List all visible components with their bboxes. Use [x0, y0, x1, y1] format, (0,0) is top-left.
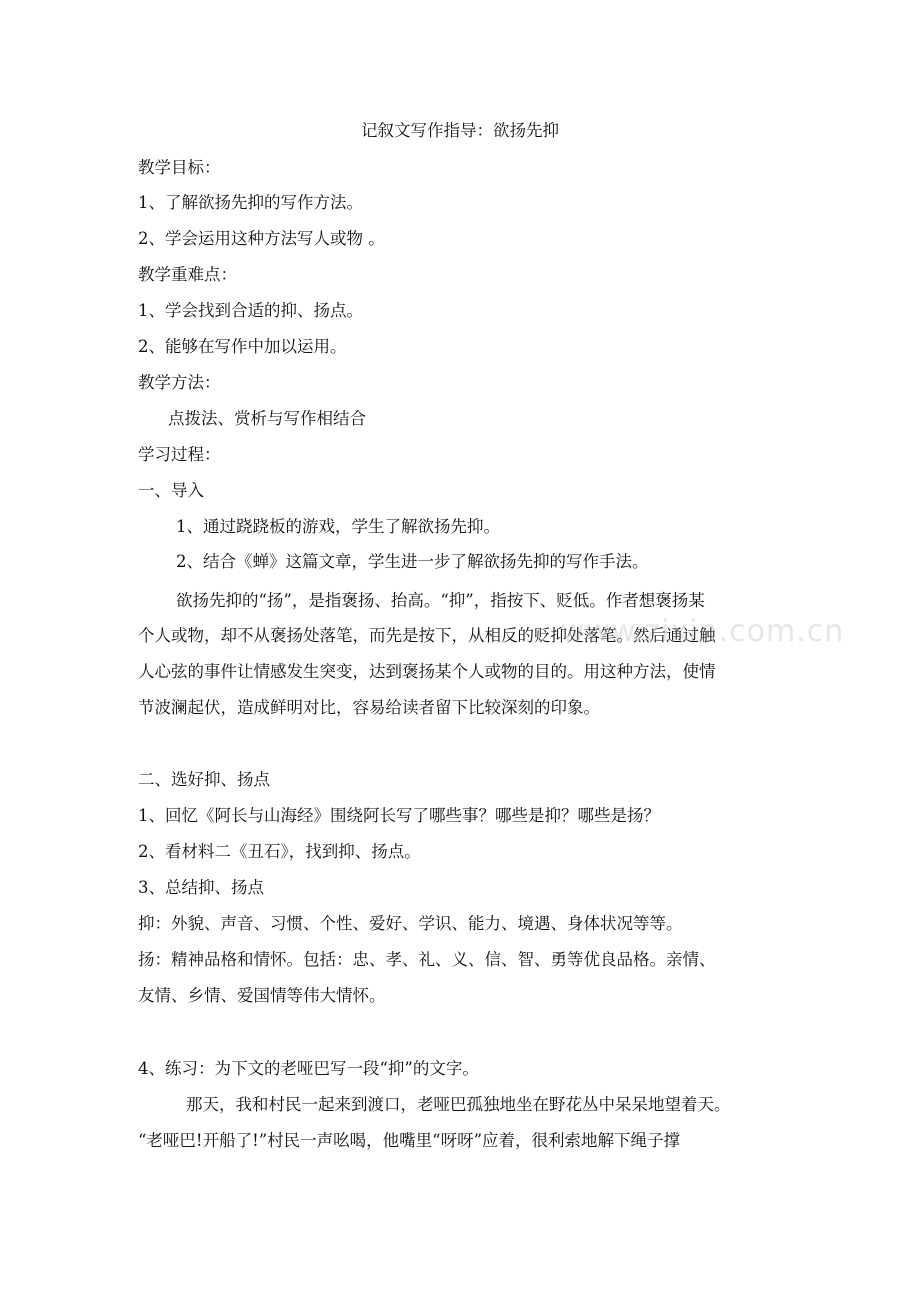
points-summary-line: 友情、乡情、爱国情等伟大情怀。 — [138, 986, 386, 1005]
section-heading-methods: 教学方法： — [138, 373, 221, 392]
exercise-text-line: 那天，我和村民一起来到渡口，老哑巴孤独地坐在野花丛中呆呆地望着天。 — [186, 1095, 731, 1114]
points-item: 1、回忆《阿长与山海经》围绕阿长写了哪些事？哪些是抑？哪些是扬？ — [138, 806, 660, 825]
step-heading-points: 二、选好抑、扬点 — [138, 770, 270, 789]
paragraph-line: 人心弦的事件让情感发生突变，达到褒扬某个人或物的目的。用这种方法，使情 — [138, 662, 716, 681]
section-heading-objectives: 教学目标： — [138, 158, 221, 177]
objective-item: 1、了解欲扬先抑的写作方法。 — [138, 193, 363, 212]
document-title: 记叙文写作指导：欲扬先抑 — [361, 121, 559, 140]
paragraph-line: 节波澜起伏，造成鲜明对比，容易给读者留下比较深刻的印象。 — [138, 698, 600, 717]
points-item: 3、总结抑、扬点 — [138, 878, 264, 897]
section-heading-key-points: 教学重难点： — [138, 265, 237, 284]
intro-item: 2、结合《蝉》这篇文章，学生进一步了解欲扬先抑的写作手法。 — [176, 552, 649, 571]
exercise-text-line: “老哑巴!开船了!”村民一声吆喝，他嘴里“呀呀”应着，很利索地解下绳子撑 — [138, 1131, 681, 1150]
methods-text: 点拨法、赏析与写作相结合 — [168, 409, 366, 428]
paragraph-line: 欲扬先抑的“扬”，是指褒扬、抬高。“抑”，指按下、贬低。作者想褒扬某 — [176, 591, 705, 610]
points-summary-line: 抑：外貌、声音、习惯、个性、爱好、学识、能力、境遇、身体状况等等。 — [138, 914, 683, 933]
exercise-heading: 4、练习：为下文的老哑巴写一段“抑”的文字。 — [138, 1059, 479, 1078]
section-heading-process: 学习过程： — [138, 445, 221, 464]
intro-item: 1、通过跷跷板的游戏，学生了解欲扬先抑。 — [176, 517, 500, 536]
watermark: www.zixin.com.cn — [560, 614, 845, 649]
step-heading-intro: 一、导入 — [138, 481, 204, 500]
points-summary-line: 扬：精神品格和情怀。包括：忠、孝、礼、义、信、智、勇等优良品格。亲情、 — [138, 950, 716, 969]
key-point-item: 2、能够在写作中加以运用。 — [138, 337, 347, 356]
paragraph-line: 个人或物，却不从褒扬处落笔，而先是按下，从相反的贬抑处落笔。然后通过触 — [138, 626, 716, 645]
objective-item: 2、学会运用这种方法写人或物 。 — [138, 229, 385, 248]
points-item: 2、看材料二《丑石》，找到抑、扬点。 — [138, 842, 421, 861]
key-point-item: 1、学会找到合适的抑、扬点。 — [138, 301, 363, 320]
